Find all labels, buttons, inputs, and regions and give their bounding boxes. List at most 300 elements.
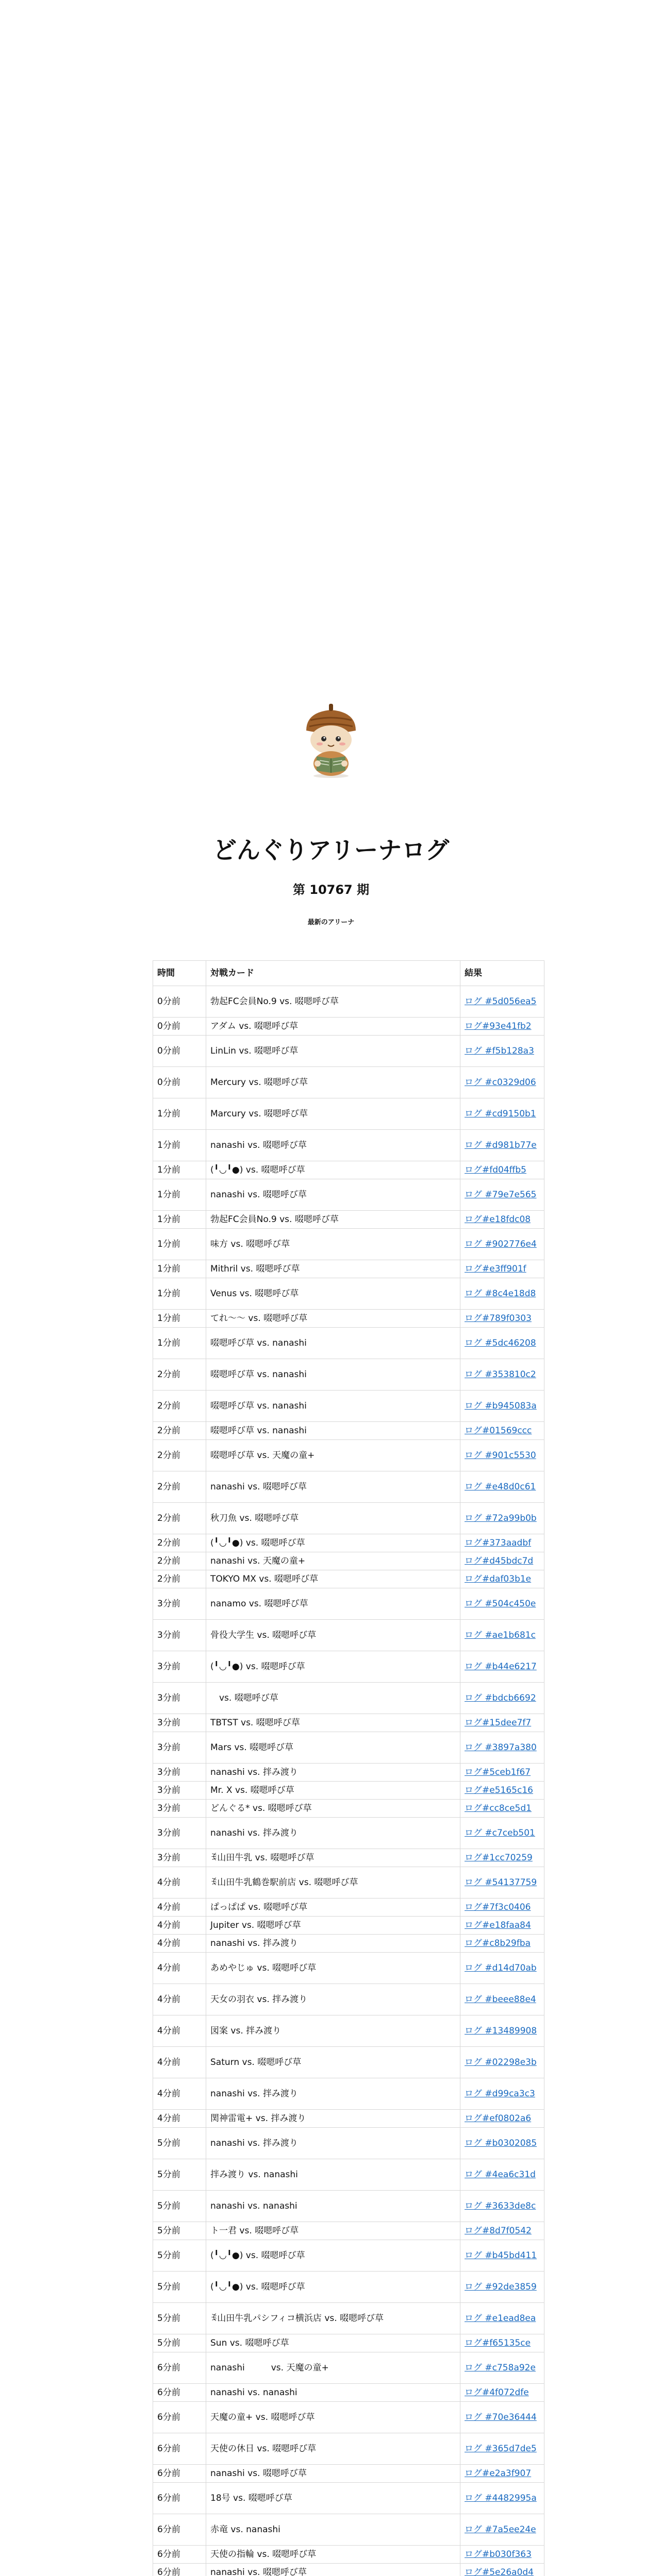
log-link[interactable]: ログ#e18faa84	[465, 1920, 531, 1930]
row-result	[460, 2514, 544, 2546]
row-match-card: nanashi vs. nanashi	[206, 2384, 460, 2402]
row-time: 2分前	[153, 1471, 206, 1503]
row-match-card: Mithril vs. 啜嗯呼び草	[206, 1260, 460, 1278]
row-match-card: 秋刀魚 vs. 啜嗯呼び草	[206, 1503, 460, 1534]
row-result	[460, 1651, 544, 1683]
table-row	[153, 2384, 544, 2402]
row-result	[460, 2546, 544, 2564]
log-link[interactable]: ログ#fd04ffb5	[465, 1165, 526, 1175]
table-row	[153, 1651, 544, 1683]
table-row	[153, 1570, 544, 1588]
row-match-card: TBTST vs. 啜嗯呼び草	[206, 1714, 460, 1732]
row-time: 6分前	[153, 2465, 206, 2483]
table-row	[153, 2128, 544, 2159]
row-time: 3分前	[153, 1849, 206, 1867]
row-result	[460, 1782, 544, 1800]
log-link[interactable]: ログ#daf03b1e	[465, 1574, 532, 1584]
row-result	[460, 2128, 544, 2159]
row-result	[460, 2352, 544, 2384]
row-time: 3分前	[153, 1620, 206, 1651]
log-link[interactable]: ログ #902776e4	[465, 1239, 537, 1249]
row-match-card: 天女の羽衣 vs. 拌み渡り	[206, 1984, 460, 2015]
log-link[interactable]: ログ #8c4e18d8	[465, 1289, 536, 1299]
row-result	[460, 1018, 544, 1036]
row-time: 3分前	[153, 1818, 206, 1849]
row-time: 4分前	[153, 2015, 206, 2047]
page-title: どんぐりアリーナログ	[212, 836, 450, 864]
log-link[interactable]: ログ #c0329d06	[465, 1077, 536, 1088]
table-row	[153, 1471, 544, 1503]
row-result	[460, 1440, 544, 1471]
row-time: 2分前	[153, 1440, 206, 1471]
table-row	[153, 1714, 544, 1732]
table-row	[153, 2110, 544, 2128]
row-result	[460, 1179, 544, 1211]
log-link[interactable]: ログ#4f072dfe	[465, 2387, 529, 2398]
table-row	[153, 1098, 544, 1130]
row-match-card: 関神雷電+ vs. 拌み渡り	[206, 2110, 460, 2128]
table-row	[153, 2564, 544, 2576]
row-result	[460, 986, 544, 1018]
log-link[interactable]: ログ #02298e3b	[465, 2057, 537, 2067]
row-time: 0分前	[153, 986, 206, 1018]
log-link[interactable]: ログ#7f3c0406	[465, 1902, 531, 1912]
row-match-card: ぱっぱぱ vs. 啜嗯呼び草	[206, 1899, 460, 1917]
log-link[interactable]: ログ#5e26a0d4	[465, 2567, 534, 2576]
row-time: 3分前	[153, 1782, 206, 1800]
row-result	[460, 2222, 544, 2240]
log-link[interactable]: ログ#e2a3f907	[465, 2468, 532, 2479]
row-result	[460, 1953, 544, 1984]
log-link[interactable]: ログ#373aadbf	[465, 1538, 532, 1548]
row-time: 2分前	[153, 1552, 206, 1570]
row-result	[460, 2402, 544, 2433]
row-time: 6分前	[153, 2384, 206, 2402]
log-link[interactable]: ログ #365d7de5	[465, 2444, 537, 2454]
log-link[interactable]: ログ#e18fdc08	[465, 1214, 531, 1225]
log-link[interactable]: ログ #3897a380	[465, 1742, 537, 1753]
row-match-card: nanashi vs. 拌み渡り	[206, 1818, 460, 1849]
row-result	[460, 1935, 544, 1953]
row-time: 1分前	[153, 1179, 206, 1211]
table-row	[153, 2078, 544, 2110]
row-time: 1分前	[153, 1278, 206, 1310]
row-match-card: Sun vs. 啜嗯呼び草	[206, 2334, 460, 2352]
row-result	[460, 1359, 544, 1391]
log-link[interactable]: ログ #b0302085	[465, 2138, 537, 2148]
row-result	[460, 1552, 544, 1570]
row-result	[460, 2240, 544, 2272]
row-match-card: Mercury vs. 啜嗯呼び草	[206, 1067, 460, 1098]
row-match-card: 赤竜 vs. nanashi	[206, 2514, 460, 2546]
row-result	[460, 2047, 544, 2078]
row-time: 3分前	[153, 1732, 206, 1764]
row-time: 6分前	[153, 2402, 206, 2433]
row-result	[460, 1211, 544, 1229]
row-result	[460, 2272, 544, 2303]
log-link[interactable]: ログ #92de3859	[465, 2282, 537, 2292]
row-result	[460, 1098, 544, 1130]
log-link[interactable]: ログ#b030f363	[465, 2549, 532, 2560]
row-match-card: 啜嗯呼び草 vs. nanashi	[206, 1422, 460, 1440]
table-row	[153, 1179, 544, 1211]
row-match-card: ꉂ山田牛乳 vs. 啜嗯呼び草	[206, 1849, 460, 1867]
row-match-card: どんぐる* vs. 啜嗯呼び草	[206, 1800, 460, 1818]
table-row	[153, 1328, 544, 1359]
row-match-card: 天使の指輪 vs. 啜嗯呼び草	[206, 2546, 460, 2564]
row-match-card: てれ～～ vs. 啜嗯呼び草	[206, 1310, 460, 1328]
row-match-card: 啜嗯呼び草 vs. nanashi	[206, 1391, 460, 1422]
row-match-card: 啜嗯呼び草 vs. nanashi	[206, 1328, 460, 1359]
row-match-card: nanashi vs. 天魔の童+	[206, 1552, 460, 1570]
row-result	[460, 1683, 544, 1714]
row-match-card: nanashi vs. 拌み渡り	[206, 2128, 460, 2159]
table-row	[153, 1067, 544, 1098]
row-match-card: ꉂ山田牛乳鶴巻駅前店 vs. 啜嗯呼び草	[206, 1867, 460, 1899]
row-result	[460, 1328, 544, 1359]
table-row	[153, 1422, 544, 1440]
row-match-card: 勃起FC会員No.9 vs. 啜嗯呼び草	[206, 986, 460, 1018]
table-header	[153, 961, 544, 986]
log-link[interactable]: ログ#f65135ce	[465, 2338, 531, 2348]
row-match-card: nanashi vs. 拌み渡り	[206, 1764, 460, 1782]
row-time: 2分前	[153, 1359, 206, 1391]
row-match-card: nanashi vs. 拌み渡り	[206, 2078, 460, 2110]
table-row	[153, 1310, 544, 1328]
row-match-card: nanashi vs. 啜嗯呼び草	[206, 1179, 460, 1211]
table-header-row	[153, 961, 544, 986]
arena-log-table	[153, 960, 544, 2576]
row-time: 3分前	[153, 1714, 206, 1732]
log-link[interactable]: ログ #e48d0c61	[465, 1482, 536, 1492]
log-link[interactable]: ログ#d45bdc7d	[465, 1556, 534, 1566]
row-result	[460, 1229, 544, 1260]
table-row	[153, 1161, 544, 1179]
row-match-card: LinLin vs. 啜嗯呼び草	[206, 1036, 460, 1067]
row-match-card: Mr. X vs. 啜嗯呼び草	[206, 1782, 460, 1800]
row-match-card: 図案 vs. 拌み渡り	[206, 2015, 460, 2047]
table-row	[153, 2334, 544, 2352]
acorn-mascot-icon	[299, 701, 363, 778]
row-time: 1分前	[153, 1229, 206, 1260]
row-time: 0分前	[153, 1036, 206, 1067]
row-match-card: vs. 啜嗯呼び草	[206, 1683, 460, 1714]
table-row	[153, 2159, 544, 2191]
log-link[interactable]: ログ#c8b29fba	[465, 1938, 531, 1948]
table-row	[153, 1917, 544, 1935]
row-result	[460, 1278, 544, 1310]
table-row	[153, 1984, 544, 2015]
table-row	[153, 1260, 544, 1278]
table-row	[153, 1440, 544, 1471]
row-match-card: Jupiter vs. 啜嗯呼び草	[206, 1917, 460, 1935]
log-link[interactable]: ログ #7a5ee24e	[465, 2524, 536, 2535]
table-row	[153, 2047, 544, 2078]
row-time: 2分前	[153, 1391, 206, 1422]
table-row	[153, 1935, 544, 1953]
row-result	[460, 2334, 544, 2352]
row-result	[460, 1984, 544, 2015]
row-result	[460, 1534, 544, 1552]
log-link[interactable]: ログ #70e36444	[465, 2412, 537, 2422]
row-time: 5分前	[153, 2334, 206, 2352]
row-time: 4分前	[153, 1935, 206, 1953]
row-time: 3分前	[153, 1764, 206, 1782]
row-match-card: Venus vs. 啜嗯呼び草	[206, 1278, 460, 1310]
row-time: 5分前	[153, 2303, 206, 2334]
row-match-card: (╹◡╹●) vs. 啜嗯呼び草	[206, 2272, 460, 2303]
table-row	[153, 986, 544, 1018]
row-result	[460, 1899, 544, 1917]
row-result	[460, 2465, 544, 2483]
table-row	[153, 2240, 544, 2272]
row-match-card: (╹◡╹●) vs. 啜嗯呼び草	[206, 2240, 460, 2272]
log-link[interactable]: ログ#8d7f0542	[465, 2226, 532, 2236]
log-link[interactable]: ログ #b45bd411	[465, 2250, 537, 2261]
row-match-card: 18号 vs. 啜嗯呼び草	[206, 2483, 460, 2514]
row-result	[460, 1800, 544, 1818]
log-link[interactable]: ログ #5dc46208	[465, 1338, 536, 1348]
log-link[interactable]: ログ #13489908	[465, 2026, 537, 2036]
log-link[interactable]: ログ #901c5530	[465, 1450, 536, 1461]
log-link[interactable]: ログ #c7ceb501	[465, 1828, 535, 1838]
table-row	[153, 2272, 544, 2303]
log-link[interactable]: ログ#1cc70259	[465, 1853, 533, 1863]
table-row	[153, 2222, 544, 2240]
row-match-card: Marcury vs. 啜嗯呼び草	[206, 1098, 460, 1130]
table-row	[153, 1867, 544, 1899]
row-match-card: nanamo vs. 啜嗯呼び草	[206, 1588, 460, 1620]
row-time: 6分前	[153, 2546, 206, 2564]
row-time: 1分前	[153, 1310, 206, 1328]
log-link[interactable]: ログ #d981b77e	[465, 1140, 537, 1150]
table-row	[153, 1229, 544, 1260]
row-result	[460, 1620, 544, 1651]
row-result	[460, 1391, 544, 1422]
table-row	[153, 2514, 544, 2546]
log-link[interactable]: ログ #353810c2	[465, 1369, 536, 1380]
row-result	[460, 1732, 544, 1764]
row-result	[460, 1588, 544, 1620]
row-match-card: Saturn vs. 啜嗯呼び草	[206, 2047, 460, 2078]
row-match-card: nanashi vs. 啜嗯呼び草	[206, 2564, 460, 2576]
row-time: 6分前	[153, 2433, 206, 2465]
table-row	[153, 1899, 544, 1917]
row-time: 1分前	[153, 1211, 206, 1229]
latest-arena-subtitle: 最新のアリーナ	[307, 919, 355, 926]
table-row	[153, 2402, 544, 2433]
row-time: 1分前	[153, 1260, 206, 1278]
row-time: 4分前	[153, 2047, 206, 2078]
row-match-card: 勃起FC会員No.9 vs. 啜嗯呼び草	[206, 1211, 460, 1229]
log-link[interactable]: ログ #5d056ea5	[465, 996, 537, 1007]
row-result	[460, 1714, 544, 1732]
row-time: 3分前	[153, 1651, 206, 1683]
table-body	[153, 986, 544, 2576]
row-result	[460, 1161, 544, 1179]
row-time: 3分前	[153, 1683, 206, 1714]
log-link[interactable]: ログ #ae1b681c	[465, 1630, 536, 1640]
log-link[interactable]: ログ#15dee7f7	[465, 1718, 532, 1728]
row-time: 5分前	[153, 2272, 206, 2303]
row-match-card: ꉂ山田牛乳パシフィコ横浜店 vs. 啜嗯呼び草	[206, 2303, 460, 2334]
row-result	[460, 2159, 544, 2191]
row-result	[460, 1422, 544, 1440]
row-time: 5分前	[153, 2159, 206, 2191]
row-match-card: nanashi vs. 拌み渡り	[206, 1935, 460, 1953]
row-match-card: あめやじゅ vs. 啜嗯呼び草	[206, 1953, 460, 1984]
log-link[interactable]: ログ #72a99b0b	[465, 1513, 537, 1523]
row-result	[460, 2191, 544, 2222]
table-row	[153, 1534, 544, 1552]
row-match-card: 天使の休日 vs. 啜嗯呼び草	[206, 2433, 460, 2465]
row-result	[460, 2303, 544, 2334]
log-link[interactable]: ログ #cd9150b1	[465, 1109, 536, 1119]
row-match-card: (╹◡╹●) vs. 啜嗯呼び草	[206, 1534, 460, 1552]
log-link[interactable]: ログ#cc8ce5d1	[465, 1803, 532, 1814]
table-row	[153, 1036, 544, 1067]
log-link[interactable]: ログ #504c450e	[465, 1599, 536, 1609]
column-header-result: 結果	[460, 961, 544, 986]
table-row	[153, 2191, 544, 2222]
table-row	[153, 1818, 544, 1849]
table-row	[153, 1588, 544, 1620]
row-match-card: 拌み渡り vs. nanashi	[206, 2159, 460, 2191]
row-match-card: nanashi vs. 天魔の童+	[206, 2352, 460, 2384]
row-match-card: 味方 vs. 啜嗯呼び草	[206, 1229, 460, 1260]
row-match-card: (╹◡╹●) vs. 啜嗯呼び草	[206, 1161, 460, 1179]
log-link[interactable]: ログ #b44e6217	[465, 1662, 537, 1672]
row-match-card: (╹◡╹●) vs. 啜嗯呼び草	[206, 1651, 460, 1683]
row-result	[460, 1818, 544, 1849]
table-row	[153, 1211, 544, 1229]
row-time: 4分前	[153, 1953, 206, 1984]
column-header-match: 対戦カード	[206, 961, 460, 986]
row-match-card: 啜嗯呼び草 vs. nanashi	[206, 1359, 460, 1391]
row-time: 2分前	[153, 1422, 206, 1440]
row-time: 4分前	[153, 1917, 206, 1935]
row-time: 3分前	[153, 1800, 206, 1818]
log-link[interactable]: ログ#01569ccc	[465, 1426, 532, 1436]
table-row	[153, 1620, 544, 1651]
table-row	[153, 1953, 544, 1984]
row-result	[460, 2015, 544, 2047]
row-match-card: 天魔の童+ vs. 啜嗯呼び草	[206, 2402, 460, 2433]
log-link[interactable]: ログ #f5b128a3	[465, 1046, 534, 1056]
table-row	[153, 1552, 544, 1570]
row-match-card: nanashi vs. nanashi	[206, 2191, 460, 2222]
row-time: 2分前	[153, 1503, 206, 1534]
log-link[interactable]: ログ #54137759	[465, 1877, 537, 1888]
log-link[interactable]: ログ #d99ca3c3	[465, 2089, 535, 2099]
row-result	[460, 1260, 544, 1278]
log-link[interactable]: ログ #d14d70ab	[465, 1963, 537, 1973]
row-match-card: TOKYO MX vs. 啜嗯呼び草	[206, 1570, 460, 1588]
row-result	[460, 2433, 544, 2465]
column-header-time: 時間	[153, 961, 206, 986]
row-result	[460, 1130, 544, 1161]
table-row	[153, 2433, 544, 2465]
row-time: 5分前	[153, 2240, 206, 2272]
table-row	[153, 1782, 544, 1800]
table-row	[153, 2465, 544, 2483]
row-time: 5分前	[153, 2191, 206, 2222]
log-link[interactable]: ログ#ef0802a6	[465, 2113, 532, 2124]
row-result	[460, 2564, 544, 2576]
row-time: 6分前	[153, 2564, 206, 2576]
log-link[interactable]: ログ #bdcb6692	[465, 1693, 536, 1703]
row-result	[460, 1867, 544, 1899]
row-match-card: nanashi vs. 啜嗯呼び草	[206, 1471, 460, 1503]
log-link[interactable]: ログ #4482995a	[465, 2493, 537, 2503]
table-row	[153, 1849, 544, 1867]
row-time: 6分前	[153, 2483, 206, 2514]
row-time: 1分前	[153, 1161, 206, 1179]
log-link[interactable]: ログ#e5165c16	[465, 1785, 533, 1795]
table-row	[153, 2546, 544, 2564]
row-time: 4分前	[153, 1899, 206, 1917]
table-row	[153, 1764, 544, 1782]
log-link[interactable]: ログ #beee88e4	[465, 1994, 536, 2005]
row-match-card: Mars vs. 啜嗯呼び草	[206, 1732, 460, 1764]
table-row	[153, 1800, 544, 1818]
row-time: 0分前	[153, 1018, 206, 1036]
row-match-card: 啜嗯呼び草 vs. 天魔の童+	[206, 1440, 460, 1471]
row-result	[460, 1471, 544, 1503]
log-link[interactable]: ログ #3633de8c	[465, 2201, 536, 2211]
log-link[interactable]: ログ #c758a92e	[465, 2363, 536, 2373]
table-row	[153, 1130, 544, 1161]
table-row	[153, 1683, 544, 1714]
log-link[interactable]: ログ #4ea6c31d	[465, 2170, 536, 2180]
row-time: 4分前	[153, 2110, 206, 2128]
row-result	[460, 1764, 544, 1782]
table-row	[153, 1391, 544, 1422]
row-result	[460, 2384, 544, 2402]
row-time: 3分前	[153, 1588, 206, 1620]
log-link[interactable]: ログ#789f0303	[465, 1313, 532, 1324]
log-link[interactable]: ログ#93e41fb2	[465, 1021, 532, 1031]
row-time: 4分前	[153, 2078, 206, 2110]
table-row	[153, 2303, 544, 2334]
row-result	[460, 1503, 544, 1534]
table-row	[153, 1359, 544, 1391]
row-result	[460, 1067, 544, 1098]
row-result	[460, 1310, 544, 1328]
row-match-card: ト一君 vs. 啜嗯呼び草	[206, 2222, 460, 2240]
table-row	[153, 1503, 544, 1534]
row-time: 5分前	[153, 2222, 206, 2240]
row-time: 4分前	[153, 1984, 206, 2015]
row-match-card: nanashi vs. 啜嗯呼び草	[206, 1130, 460, 1161]
row-result	[460, 1849, 544, 1867]
row-result	[460, 1917, 544, 1935]
row-time: 6分前	[153, 2352, 206, 2384]
row-time: 1分前	[153, 1328, 206, 1359]
row-result	[460, 1036, 544, 1067]
log-link[interactable]: ログ #e1ead8ea	[465, 2313, 536, 2324]
row-result	[460, 2483, 544, 2514]
row-time: 0分前	[153, 1067, 206, 1098]
row-time: 1分前	[153, 1098, 206, 1130]
log-link[interactable]: ログ #79e7e565	[465, 1190, 537, 1200]
row-time: 2分前	[153, 1534, 206, 1552]
log-link[interactable]: ログ #b945083a	[465, 1401, 537, 1411]
row-result	[460, 1570, 544, 1588]
log-link[interactable]: ログ#5ceb1f67	[465, 1767, 531, 1777]
table-row	[153, 1732, 544, 1764]
log-link[interactable]: ログ#e3ff901f	[465, 1264, 526, 1274]
